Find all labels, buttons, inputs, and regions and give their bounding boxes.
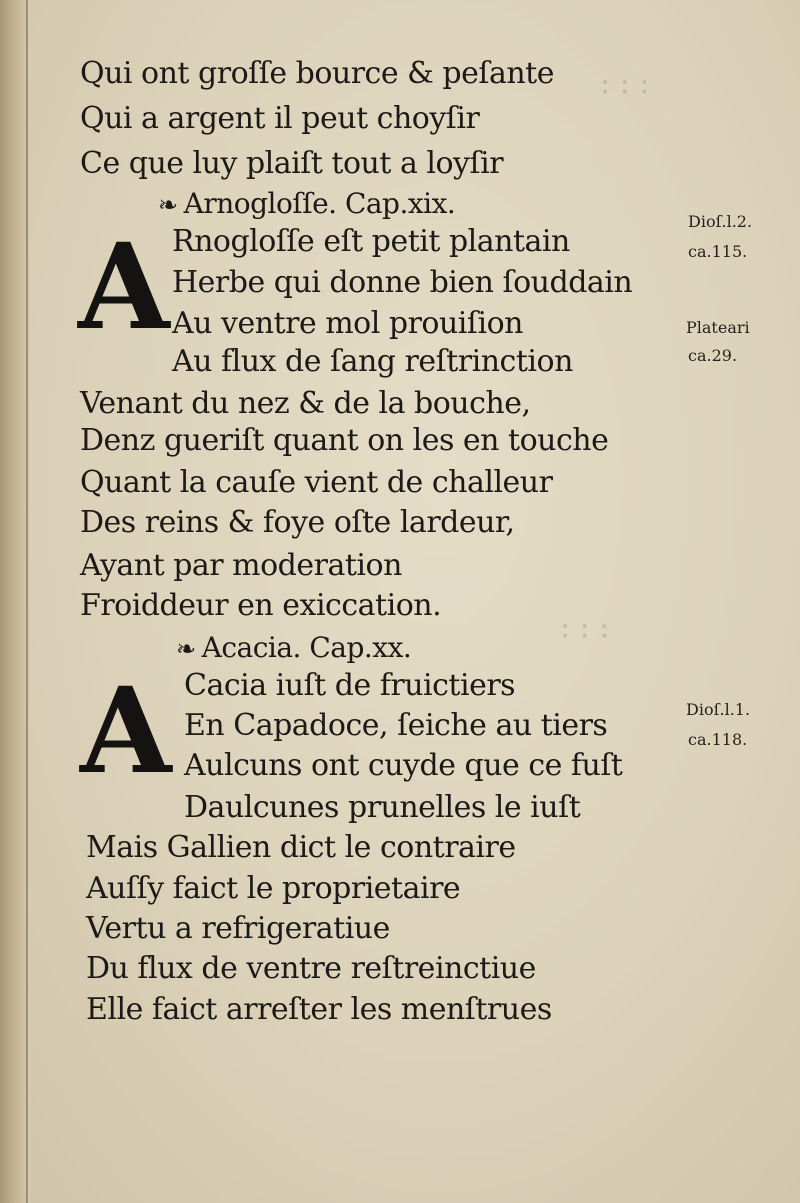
text-line: Herbe qui donne bien ſouddain xyxy=(172,265,633,300)
text-line: En Capadoce, ſeiche au tiers xyxy=(184,708,608,743)
show-through: : : : xyxy=(560,610,610,645)
drop-cap: A xyxy=(80,661,172,800)
text-line: Cacia iuſt de fruictiers xyxy=(184,668,516,703)
text-line: Denz gueriſt quant on les en touche xyxy=(80,423,609,458)
margin-note: ca.118. xyxy=(688,730,748,749)
chapter-heading-text: Arnogloſſe. Cap.xix. xyxy=(183,187,456,220)
margin-note: Dioſ.l.2. xyxy=(688,212,753,231)
text-line: Ce que luy plaiſt tout a loyſir xyxy=(80,146,504,181)
text-line: Des reins & foye oſte lardeur, xyxy=(80,505,515,540)
text-line: Du flux de ventre reſtreinctiue xyxy=(86,951,536,986)
text-line: Mais Gallien dict le contraire xyxy=(86,830,516,865)
chapter-heading xyxy=(176,630,411,667)
text-line: Qui ont groſſe bource & peſante xyxy=(80,56,554,91)
text-line: Elle faict arreſter les menſtrues xyxy=(86,992,552,1027)
text-line: Venant du nez & de la bouche, xyxy=(80,386,531,421)
chapter-heading xyxy=(158,186,455,223)
chapter-heading-text: Acacia. Cap.xx. xyxy=(201,631,412,664)
text-line: Auſſy faict le proprietaire xyxy=(86,871,461,906)
show-through: : : : xyxy=(600,66,650,101)
text-line: Rnogloſſe eſt petit plantain xyxy=(172,224,570,259)
margin-note: ca.29. xyxy=(688,346,738,365)
text-line: Ayant par moderation xyxy=(80,548,402,583)
text-line: Au ventre mol prouiſion xyxy=(172,306,523,341)
drop-cap: A xyxy=(78,217,170,356)
margin-note: Dioſ.l.1. xyxy=(686,700,751,719)
text-line: Qui a argent il peut choyſir xyxy=(80,101,480,136)
text-line: Aulcuns ont cuyde que ce fuſt xyxy=(184,748,623,783)
text-line: Daulcunes prunelles le iuſt xyxy=(184,790,581,825)
margin-note: Plateari xyxy=(686,318,750,337)
fleuron-icon: ❧ xyxy=(176,635,196,663)
fleuron-icon: ❧ xyxy=(158,191,178,219)
text-line: Vertu a refrigeratiue xyxy=(86,911,390,946)
text-line: Froiddeur en exiccation. xyxy=(80,588,442,623)
margin-note: ca.115. xyxy=(688,242,748,261)
text-line: Au flux de ſang reſtrinction xyxy=(172,344,573,379)
text-line: Quant la cauſe vient de challeur xyxy=(80,465,553,500)
